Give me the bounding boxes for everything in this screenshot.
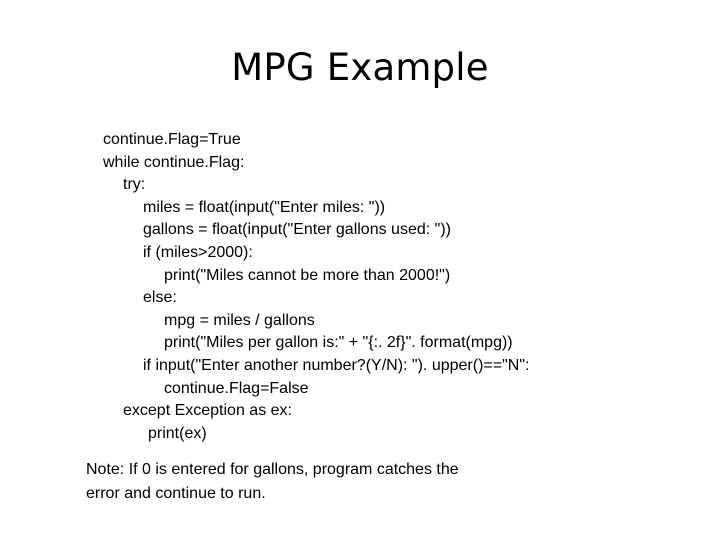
code-line: if input("Enter another number?(Y/N): "). upper()=="N": bbox=[143, 356, 530, 374]
code-line: print("Miles cannot be more than 2000!") bbox=[164, 266, 451, 284]
code-line: mpg = miles / gallons bbox=[164, 311, 315, 329]
note-line: error and continue to run. bbox=[86, 485, 266, 502]
code-line: gallons = float(input("Enter gallons used: ")) bbox=[143, 221, 451, 239]
code-line: while continue.Flag: bbox=[103, 153, 245, 171]
slide-title: MPG Example bbox=[231, 46, 489, 89]
code-line: print(ex) bbox=[148, 424, 207, 442]
note-text bbox=[86, 458, 646, 506]
code-line: try: bbox=[123, 176, 146, 194]
code-block bbox=[103, 129, 529, 445]
code-line: miles = float(input("Enter miles: ")) bbox=[143, 198, 386, 216]
code-line: continue.Flag=False bbox=[164, 379, 309, 397]
code-line: else: bbox=[143, 289, 177, 307]
code-line: print("Miles per gallon is:" + "{:. 2f}". format(mpg)) bbox=[164, 334, 513, 352]
note-line: Note: If 0 is entered for gallons, program catches the bbox=[86, 461, 459, 478]
code-line: continue.Flag=True bbox=[103, 131, 241, 148]
code-line: except Exception as ex: bbox=[123, 402, 292, 420]
code-line: if (miles>2000): bbox=[143, 243, 253, 261]
